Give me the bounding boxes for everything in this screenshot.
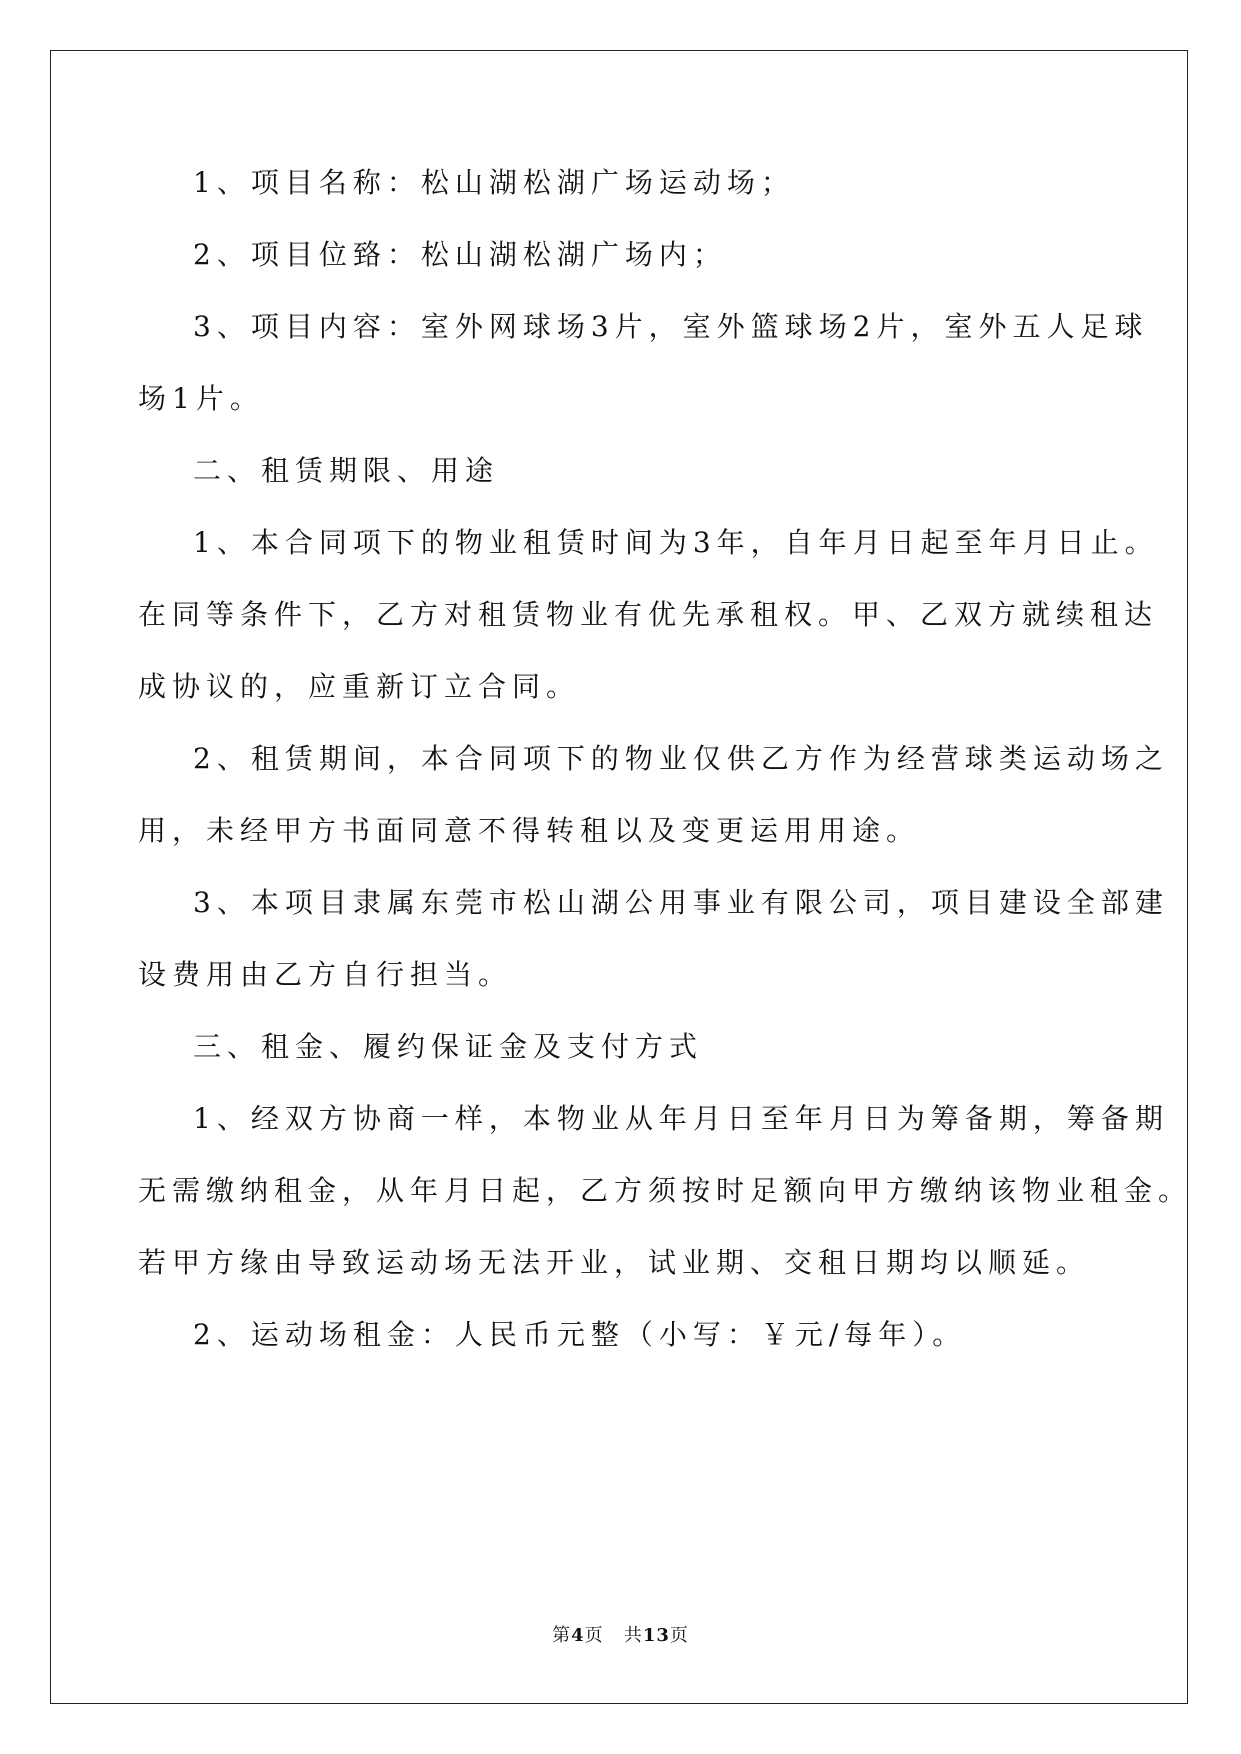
section-heading: 三、租金、履约保证金及支付方式: [193, 1030, 704, 1063]
paragraph-line: 若甲方缘由导致运动场无法开业，试业期、交租日期均以顺延。: [138, 1246, 1091, 1279]
paragraph-line: 场1片。: [138, 382, 264, 415]
paragraph-line: 3、项目内容：室外网球场3片，室外篮球场2片，室外五人足球: [193, 310, 1149, 343]
paragraph-line: 1、项目名称：松山湖松湖广场运动场；: [193, 166, 795, 199]
page-footer: [0, 1624, 1241, 1648]
paragraph-line: 无需缴纳租金，从年月日起，乙方须按时足额向甲方缴纳该物业租金。: [138, 1174, 1193, 1207]
paragraph-line: 在同等条件下，乙方对租赁物业有优先承租权。甲、乙双方就续租达: [138, 598, 1159, 631]
paragraph-line: 用，未经甲方书面同意不得转租以及变更运用用途。: [138, 814, 921, 847]
paragraph-line: 2、租赁期间，本合同项下的物业仅供乙方作为经营球类运动场之: [193, 742, 1169, 775]
paragraph-line: 1、本合同项下的物业租赁时间为3年，自年月日起至年月日止。: [193, 526, 1159, 559]
paragraph-line: 1、经双方协商一样，本物业从年月日至年月日为筹备期，筹备期: [193, 1102, 1169, 1135]
paragraph-line: 成协议的，应重新订立合同。: [138, 670, 581, 703]
total-suffix: 页: [669, 1625, 689, 1646]
total-prefix: 共: [623, 1625, 643, 1646]
paragraph-line: 设费用由乙方自行担当。: [138, 958, 513, 991]
section-heading: 二、租赁期限、用途: [193, 454, 500, 487]
page-current: 4: [571, 1625, 585, 1646]
paragraph-line: 3、本项目隶属东莞市松山湖公用事业有限公司，项目建设全部建: [193, 886, 1169, 919]
page-total: 13: [642, 1625, 670, 1646]
page-suffix: 页: [584, 1625, 604, 1646]
page-prefix: 第: [552, 1625, 572, 1646]
paragraph-line: 2、项目位臵：松山湖松湖广场内；: [193, 238, 727, 271]
paragraph-line: 2、运动场租金：人民币元整（小写：￥元/每年）。: [193, 1318, 967, 1351]
page-border: [50, 50, 1188, 1704]
